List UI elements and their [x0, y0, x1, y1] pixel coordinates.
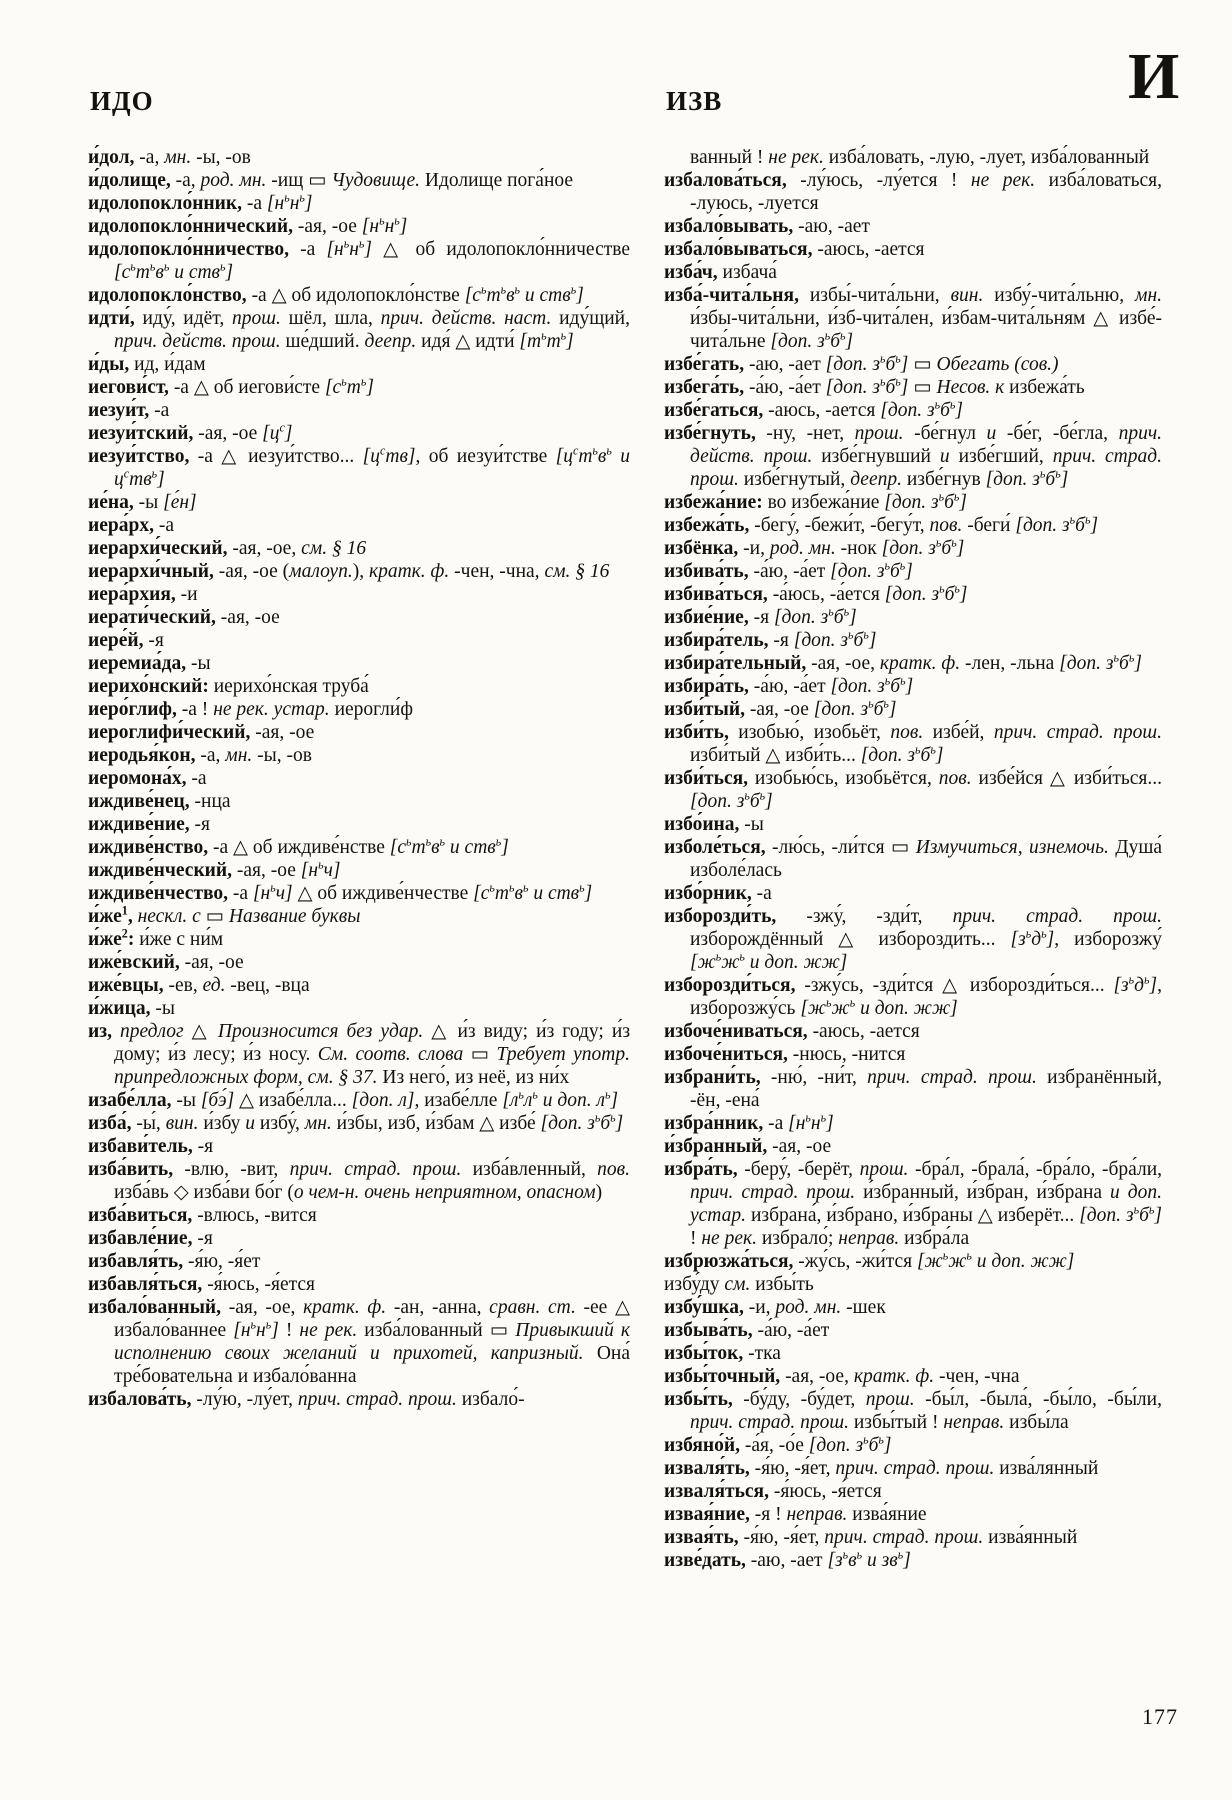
- dictionary-entry: $и́же^1$, нескл. с ▭ Название буквы: [88, 903, 361, 927]
- dictionary-entry: и́збранный, -ая, -ое: [664, 1136, 832, 1157]
- dictionary-entry: иера́рхия, -и: [88, 584, 198, 605]
- dictionary-entry: идолопокло́нство, -а △ об идолопокло́нстве [$с^ьт^ьв^ь$ и ств$^ь$]: [88, 282, 584, 306]
- dictionary-entry: изабе́лла, -ы [бэ́] △ изабе́лла... [доп. л], изабе́лле [$л^ьл^ь$ и доп. $л^ь$]: [88, 1087, 619, 1111]
- running-head-right: ИЗВ: [666, 86, 723, 116]
- dictionary-entry: избы́ть, -бу́ду, -бу́дет, прош. -бы́л, -была́, -бы́ло, -бы́ли, прич. страд. прош. избы́тый ! неправ. избы́ла: [664, 1389, 1162, 1433]
- dictionary-entry: извая́ние, -я ! неправ. изва́яние: [664, 1504, 927, 1525]
- dictionary-entry: иждиве́нство, -а △ об иждиве́нстве [$с^ьт^ьв^ь$ и ств$^ь$]: [88, 834, 509, 858]
- dictionary-entry: иеро́глиф, -а ! не рек. устар. иерогли́ф: [88, 699, 413, 720]
- dictionary-entry: избало́ванный, -ая, -ое, кратк. ф. -ан, -анна, сравн. ст. -ее △ избало́ваннее $[н^ьн^ь]$ ! не рек. изба́лованный ▭ Привыкший к исполнению своих желаний и прихотей, капризный. Она́ тре́бовательна и избало́ванна: [88, 1297, 631, 1387]
- dictionary-entry: и́долище, -а, род. мн. -ищ ▭ Чудовище. Идолище пога́ное: [88, 170, 574, 191]
- dictionary-entry: избе́гнуть, -ну, -нет, прош. -бе́гнул и -бе́г, -бе́гла, прич. действ. прош. избе́гнувший и избе́гший, прич. страд. прош. избе́гнутый, деепр. избе́гнув [доп. $з^ьб^ь$]: [664, 423, 1162, 490]
- dictionary-entry: избу́шка, -и, род. мн. -шек: [664, 1297, 886, 1318]
- dictionary-entry: из, предлог △ Произносится без удар. △ и́з виду; и́з году; и́з дому; и́з лесу; и́з носу. См. соотв. слова ▭ Требует употр. припредложных форм, см. § 37. Из него́, из неё, из ни́х: [88, 1021, 631, 1088]
- dictionary-entry: идти́, иду́, идёт, прош. шёл, шла, прич. действ. наст. иду́щий, прич. действ. прош. ше́дший. деепр. идя́ △ идти́ $[т^ьт^ь]$: [88, 308, 630, 352]
- dictionary-entry: иеромона́х, -а: [88, 768, 207, 789]
- dictionary-entry: избави́тель, -я: [88, 1136, 214, 1157]
- dictionary-entry: изба́вить, -влю, -вит, прич. страд. прош. изба́вленный, пов. изба́вь ◇ изба́ви бо́г (о чем-н. очень неприятном, опасном): [88, 1159, 631, 1203]
- dictionary-entry: избяно́й, -а́я, -о́е [доп. $з^ьб^ь$]: [664, 1432, 892, 1456]
- dictionary-entry: избира́тель, -я [доп. $з^ьб^ь$]: [664, 627, 877, 651]
- dictionary-entry: иезуи́тский, -ая, -ое $[ц^с]$: [88, 420, 293, 444]
- section-letter: И: [1128, 40, 1180, 113]
- dictionary-entry: идолопокло́нничество, -а $[н^ьн^ь]$ △ об идолопокло́нничестве [$с^ьт^ьв^ь$ и ств$^ь$]: [88, 236, 630, 283]
- dictionary-entry: иждиве́нчество, -а $[н^ьч]$ △ об иждиве́нчестве [$с^ьт^ьв^ь$ и ств$^ь$]: [88, 880, 593, 904]
- dictionary-entry: иерихо́нский: иерихо́нская труба́: [88, 676, 369, 697]
- dictionary-entry: избрюзжа́ться, -жу́сь, -жи́тся [$ж^ьж^ь$ и доп. жж]: [664, 1248, 1075, 1272]
- dictionary-entry: избавле́ние, -я: [88, 1228, 213, 1249]
- dictionary-entry: изби́тый, -ая, -ое [доп. $з^ьб^ь$]: [664, 696, 897, 720]
- dictionary-entry: изваля́ться, -я́юсь, -я́ется: [664, 1481, 882, 1502]
- dictionary-entry: избыва́ть, -а́ю, -а́ет: [664, 1320, 830, 1341]
- dictionary-entry: иже́вцы, -ев, ед. -вец, -вца: [88, 975, 310, 996]
- dictionary-entry: и́ды, ид, и́дам: [88, 354, 206, 375]
- dictionary-entry: избу́ду см. избы́ть: [664, 1274, 814, 1295]
- dictionary-entry: извая́ть, -я́ю, -я́ет, прич. страд. прош. изва́янный: [664, 1527, 1078, 1548]
- page-number: 177: [1142, 1704, 1178, 1729]
- dictionary-entry: изби́ть, изобью́, изобьёт, пов. избе́й, прич. страд. прош. изби́тый △ изби́ть... [доп. $з^ьб^ь$]: [664, 722, 1162, 766]
- dictionary-entry: избавля́ться, -я́юсь, -я́ется: [88, 1274, 316, 1295]
- dictionary-entry: избе́гать, -аю, -ает [доп. $з^ьб^ь$] ▭ Обегать (сов.): [664, 351, 1059, 375]
- dictionary-entry: иеродья́кон, -а, мн. -ы, -ов: [88, 745, 312, 766]
- dictionary-entry: иерати́ческий, -ая, -ое: [88, 607, 280, 628]
- dictionary-entry: иже́вский, -ая, -ое: [88, 952, 244, 973]
- dictionary-entry: избы́точный, -ая, -ое, кратк. ф. -чен, -чна: [664, 1366, 1020, 1387]
- dictionary-entry: избие́ние, -я [доп. $з^ьб^ь$]: [664, 604, 857, 628]
- dictionary-entry: иеремиа́да, -ы: [88, 653, 211, 674]
- dictionary-entry: иегови́ст, -а △ об иегови́сте $[с^ьт^ь]$: [88, 374, 374, 398]
- dictionary-entry: избалова́ть, -лу́ю, -лу́ет, прич. страд. прош. избало́-: [88, 1389, 525, 1410]
- dictionary-entry: и́жица, -ы: [88, 998, 175, 1019]
- dictionary-entry: $и́же^2$: и́же с ни́м: [88, 926, 224, 950]
- right-column: [664, 146, 1162, 1572]
- dictionary-entry: иероглифи́ческий, -ая, -ое: [88, 722, 315, 743]
- dictionary-entry: иждиве́нец, -нца: [88, 791, 231, 812]
- dictionary-entry: изборозди́ть, -зжу́, -зди́т, прич. страд. прош. изборождённый △ изборозди́ть... $[з^ьд^ь]$, изборозжу́ [$ж^ьж^ь$ и доп. жж]: [664, 906, 1163, 973]
- dictionary-entry: изба́ч, избача́: [664, 262, 777, 283]
- dictionary-entry: изболе́ться, -лю́сь, -ли́тся ▭ Измучиться, изнемочь. Душа́ изболе́лась: [664, 837, 1162, 881]
- dictionary-entry: избо́рник, -а: [664, 883, 772, 904]
- dictionary-entry: идолопокло́ннический, -ая, -ое $[н^ьн^ь]$: [88, 213, 408, 237]
- dictionary-entry: идолопокло́нник, -а $[н^ьн^ь]$: [88, 190, 313, 214]
- dictionary-entry: иезуи́т, -а: [88, 400, 170, 421]
- dictionary-entry: избе́гаться, -аюсь, -ается [доп. $з^ьб^ь$]: [664, 397, 963, 421]
- dictionary-entry: изба́-чита́льня, избы́-чита́льни, вин. избу́-чита́льню, мн. и́збы-чита́льни, и́зб-чита́лен, и́збам-чита́льням △ избе́-чита́льне [доп. $з^ьб^ь$]: [664, 285, 1162, 352]
- dictionary-entry: ие́на, -ы [е́н]: [88, 492, 197, 513]
- left-column: [88, 146, 630, 1411]
- dictionary-entry: изве́дать, -аю, -ает [$з^ьв^ь$ и $зв^ь$]: [664, 1547, 911, 1571]
- dictionary-entry: избега́ть, -а́ю, -а́ет [доп. $з^ьб^ь$] ▭ Несов. к избежа́ть: [664, 374, 1085, 398]
- dictionary-entry: избива́ть, -а́ю, -а́ет [доп. $з^ьб^ь$]: [664, 558, 913, 582]
- dictionary-entry: избы́ток, -тка: [664, 1343, 781, 1364]
- dictionary-entry: иерархи́ческий, -ая, -ое, см. § 16: [88, 538, 367, 559]
- dictionary-entry: избежа́ть, -бегу́, -бежи́т, -бегу́т, пов. -беги́ [доп. $з^ьб^ь$]: [664, 512, 1099, 536]
- dictionary-entry: избало́вывать, -аю, -ает: [664, 216, 870, 237]
- running-head-left: ИДО: [90, 86, 154, 116]
- dictionary-entry: изби́ться, изобью́сь, изобьётся, пов. избе́йся △ изби́ться... [доп. $з^ьб^ь$]: [664, 768, 1162, 812]
- dictionary-entry: избира́ть, -а́ю, -а́ет [доп. $з^ьб^ь$]: [664, 673, 914, 697]
- dictionary-entry: избрани́ть, -ню́, -ни́т, прич. страд. прош. избранённый, -ён, -ена́: [664, 1067, 1163, 1111]
- dictionary-entry: избавля́ть, -я́ю, -я́ет: [88, 1251, 261, 1272]
- dictionary-entry: избёнка, -и, род. мн. -нок [доп. $з^ьб^ь$]: [664, 535, 965, 559]
- dictionary-entry: избира́тельный, -ая, -ое, кратк. ф. -лен, -льна [доп. $з^ьб^ь$]: [664, 650, 1142, 674]
- dictionary-entry: избра́ть, -беру́, -берёт, прош. -бра́л, -брала́, -бра́ло, -бра́ли, прич. страд. прош. и́збранный, и́збран, и́збрана и доп. устар. избрана́, и́збрано, и́збраны △ изберёт... [доп. $з^ьб^ь$] ! не рек. избрало́; неправ. избра́ла: [664, 1159, 1162, 1249]
- dictionary-entry: избоче́ниваться, -аюсь, -ается: [664, 1021, 920, 1042]
- dictionary-entry: избра́нник, -а $[н^ьн^ь]$: [664, 1110, 834, 1134]
- dictionary-entry: избалова́ться, -лу́юсь, -лу́ется ! не рек. изба́ловаться, -луюсь, -луется: [664, 170, 1162, 214]
- dictionary-entry: иждиве́ние, -я: [88, 814, 211, 835]
- dictionary-entry: избоче́ниться, -нюсь, -нится: [664, 1044, 906, 1065]
- dictionary-entry: избежа́ние: во избежа́ние [доп. $з^ьб^ь$]: [664, 489, 968, 513]
- dictionary-entry: избива́ться, -а́юсь, -а́ется [доп. $з^ьб^ь$]: [664, 581, 968, 605]
- dictionary-entry: изваля́ть, -я́ю, -я́ет, прич. страд. прош. изва́лянный: [664, 1458, 1099, 1479]
- dictionary-entry: иерархи́чный, -ая, -ое (малоуп.), кратк. ф. -чен, -чна, см. § 16: [88, 561, 610, 582]
- dictionary-entry: иера́рх, -а: [88, 515, 174, 536]
- dictionary-entry: избало́вываться, -аюсь, -ается: [664, 239, 925, 260]
- dictionary-entry: иере́й, -я: [88, 630, 164, 651]
- dictionary-entry: ванный ! не рек. изба́ловать, -лую, -лует, изба́лованный: [690, 147, 1150, 168]
- dictionary-entry: иждиве́нческий, -ая, -ое $[н^ьч]$: [88, 857, 341, 881]
- dictionary-entry: и́дол, -а, мн. -ы, -ов: [88, 147, 251, 168]
- dictionary-entry: изба́виться, -влюсь, -вится: [88, 1205, 317, 1226]
- dictionary-entry: изборозди́ться, -зжу́сь, -зди́тся △ изборозди́ться... $[з^ьд^ь]$, изборозжу́сь [$ж^ьж^ь$ и доп. жж]: [664, 972, 1162, 1019]
- dictionary-entry: иезуи́тство, -а △ иезуи́тство... $[ц^ств]$, об иезуи́тстве [$ц^ст^ьв^ь$ и $ц^ств^ь$]: [88, 443, 630, 490]
- dictionary-entry: изба́, -ы́, вин. и́збу и избу́, мн. и́збы, изб, и́збам △ избе́ [доп. $з^ьб^ь$]: [88, 1110, 624, 1134]
- dictionary-entry: избо́ина, -ы: [664, 814, 764, 835]
